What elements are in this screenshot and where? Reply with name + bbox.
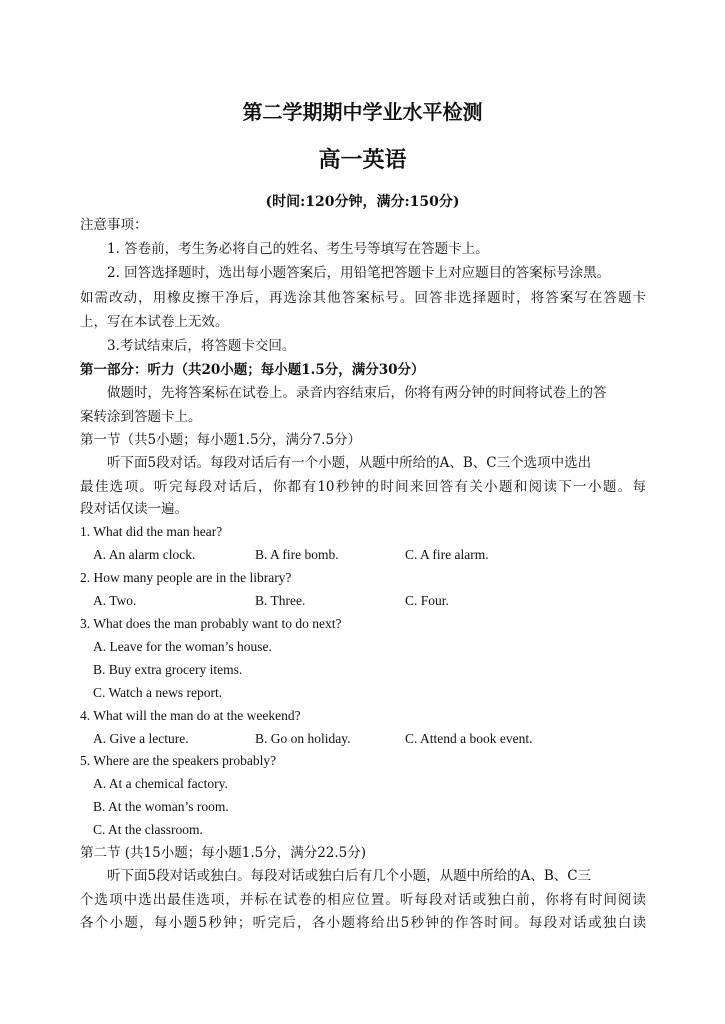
notice-item-1: 1. 答卷前，考生务必将自己的姓名、考生号等填写在答题卡上。 — [107, 241, 489, 257]
time-info: (时间:120分钟，满分:150分) — [265, 194, 460, 210]
question-5-stem: 5. Where are the speakers probably? — [80, 753, 277, 768]
question-1-stem: 1. What did the man hear? — [80, 524, 223, 539]
question-1-option-c: C. A fire alarm. — [405, 547, 489, 562]
question-5-option-a: A. At a chemical factory. — [93, 776, 228, 791]
question-3-option-a: A. Leave for the woman’s house. — [93, 639, 272, 654]
section1-intro-line-2: 最佳选项。听完每段对话后，你都有10秒钟的时间来回答有关小题和阅读下一小题。每 — [80, 479, 646, 495]
question-2-option-b: B. Three. — [255, 593, 306, 608]
question-4-option-b: B. Go on holiday. — [255, 731, 351, 746]
question-3-option-c: C. Watch a news report. — [93, 685, 223, 700]
question-2-stem: 2. How many people are in the library? — [80, 570, 292, 585]
notice-item-2-line-2: 如需改动，用橡皮擦干净后，再选涂其他答案标号。回答非选择题时，将答案写在答题卡 — [80, 290, 646, 306]
question-1-option-a: A. An alarm clock. — [93, 547, 196, 562]
question-5-option-c: C. At the classroom. — [93, 822, 203, 837]
question-4-stem: 4. What will the man do at the weekend? — [80, 708, 301, 723]
question-4-option-c: C. Attend a book event. — [405, 731, 533, 746]
notice-item-2-line-3: 上，写在本试卷上无效。 — [80, 314, 229, 330]
part1-intro-line-2: 案转涂到答题卡上。 — [80, 409, 202, 425]
question-3-option-b: B. Buy extra grocery items. — [93, 662, 243, 677]
section2-intro-line-3: 各个小题，每小题5秒钟；听完后，各小题将给出5秒钟的作答时间。每段对话或独白读 — [80, 915, 646, 931]
question-5-option-b: B. At the woman’s room. — [93, 799, 229, 814]
section1-heading: 第一节（共5小题；每小题1.5分，满分7.5分） — [80, 432, 362, 448]
question-3-stem: 3. What does the man probably want to do next? — [80, 616, 342, 631]
section1-intro-line-3: 段对话仅读一遍。 — [80, 501, 188, 517]
question-4-option-a: A. Give a lecture. — [93, 731, 189, 746]
notice-item-3: 3.考试结束后，将答题卡交回。 — [107, 338, 296, 354]
notice-heading: 注意事项： — [80, 217, 148, 233]
section2-intro-line-1: 听下面5段对话或独白。每段对话或独白后有几个小题，从题中所给的A、B、C三 — [107, 868, 592, 884]
part1-heading: 第一部分：听力（共20小题；每小题1.5分，满分30分） — [80, 362, 425, 378]
question-2-option-a: A. Two. — [93, 593, 137, 608]
section2-heading: 第二节 (共15小题；每小题1.5分，满分22.5分) — [80, 845, 367, 861]
exam-title: 第二学期期中学业水平检测 — [242, 100, 483, 124]
notice-item-2-line-1: 2. 回答选择题时，选出每小题答案后，用铅笔把答题卡上对应题目的答案标号涂黑。 — [107, 265, 611, 281]
question-1-option-b: B. A fire bomb. — [255, 547, 339, 562]
section1-intro-line-1: 听下面5段对话。每段对话后有一个小题，从题中所给的A、B、C三个选项中选出 — [107, 455, 592, 471]
question-2-option-c: C. Four. — [405, 593, 449, 608]
subject-title: 高一英语 — [318, 147, 407, 173]
section2-intro-line-2: 个选项中选出最佳选项，并标在试卷的相应位置。听每段对话或独白前，你将有时间阅读 — [80, 892, 646, 908]
part1-intro-line-1: 做题时，先将答案标在试卷上。录音内容结束后，你将有两分钟的时间将试卷上的答 — [107, 385, 607, 401]
